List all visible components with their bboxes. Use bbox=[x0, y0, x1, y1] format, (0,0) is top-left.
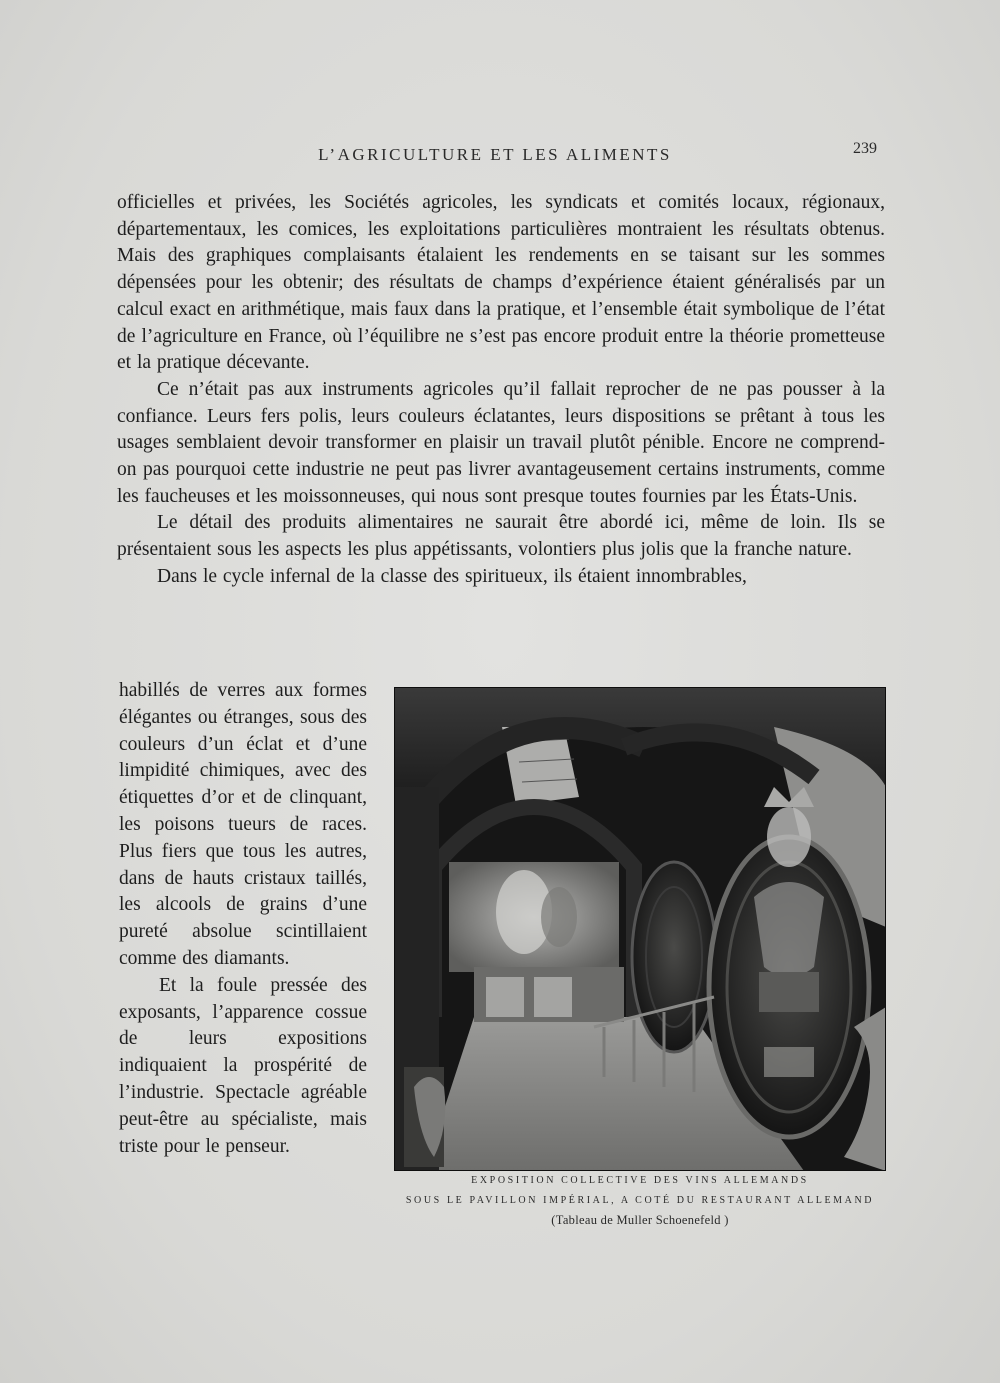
paragraph-3: Le détail des produits alimentaires ne saurait être abordé ici, même de loin. Ils se présentaient sous les aspects les plus appétissants, volontiers plus jolis que la franche nature. bbox=[117, 512, 885, 561]
page-number: 239 bbox=[853, 140, 877, 157]
main-text bbox=[117, 190, 885, 591]
paragraph-1: officielles et privées, les Sociétés agricoles, les syndicats et comités locaux, régionaux, départementaux, les comices, les exploitations particulières montraient les résultats obtenus. Mais des graphiques complaisants étalaient les rendements en se taisant sur les sommes dépensées pour les obtenir; des résultats de champs d’expérience étaient généralisés par un calcul exact en arithmétique, mais faux dans la pratique, et l’ensemble était symbolique de l’état de l’agriculture en France, où l’équilibre ne s’est pas encore produit entre la théorie prometteuse et la pratique décevante. bbox=[117, 192, 885, 374]
paragraph-2: Ce n’était pas aux instruments agricoles qu’il fallait reprocher de ne pas pousser à la confiance. Leurs fers polis, leurs couleurs éclatantes, leurs dispositions se prêtant à tous les usages semblaient devoir transformer en plaisir un travail plutôt pénible. Encore ne comprend-on pas pourquoi cette industrie ne peut pas livrer avantageusement certains instruments, comme les faucheuses et les moissonneuses, qui nous sont presque toutes fournies par les États-Unis. bbox=[117, 378, 885, 507]
running-title: L’AGRICULTURE ET LES ALIMENTS bbox=[318, 145, 672, 164]
figure-caption-line-1: EXPOSITION COLLECTIVE DES VINS ALLEMANDS bbox=[471, 1175, 809, 1186]
paragraph-5: Et la foule pressée des exposants, l’apparence cossue de leurs expositions indiquaient la prospérité de l’industrie. Spectacle agréable peut-être au spécialiste, mais triste pour le penseur. bbox=[119, 974, 367, 1157]
paragraph-4-rest: habillés de verres aux formes élégantes ou étranges, sous des couleurs d’un éclat et d’une limpidité chimiques, avec des étiquettes d’or et de clinquant, les poisons tueurs de races. Plus fiers que tous les autres, dans de hauts cristaux taillés, les alcools de grains d’une pureté absolue scintillaient comme des diamants. bbox=[119, 680, 367, 969]
figure-caption-credit: (Tableau de Muller Schoenefeld ) bbox=[551, 1213, 729, 1227]
exhibition-photograph bbox=[394, 687, 886, 1171]
figure-caption-line-2: SOUS LE PAVILLON IMPÉRIAL, A COTÉ DU RESTAURANT ALLEMAND bbox=[405, 1195, 875, 1206]
paragraph-4-lead: Dans le cycle infernal de la classe des spiritueux, ils étaient innombrables, bbox=[157, 565, 747, 587]
side-column-text bbox=[119, 678, 367, 1160]
